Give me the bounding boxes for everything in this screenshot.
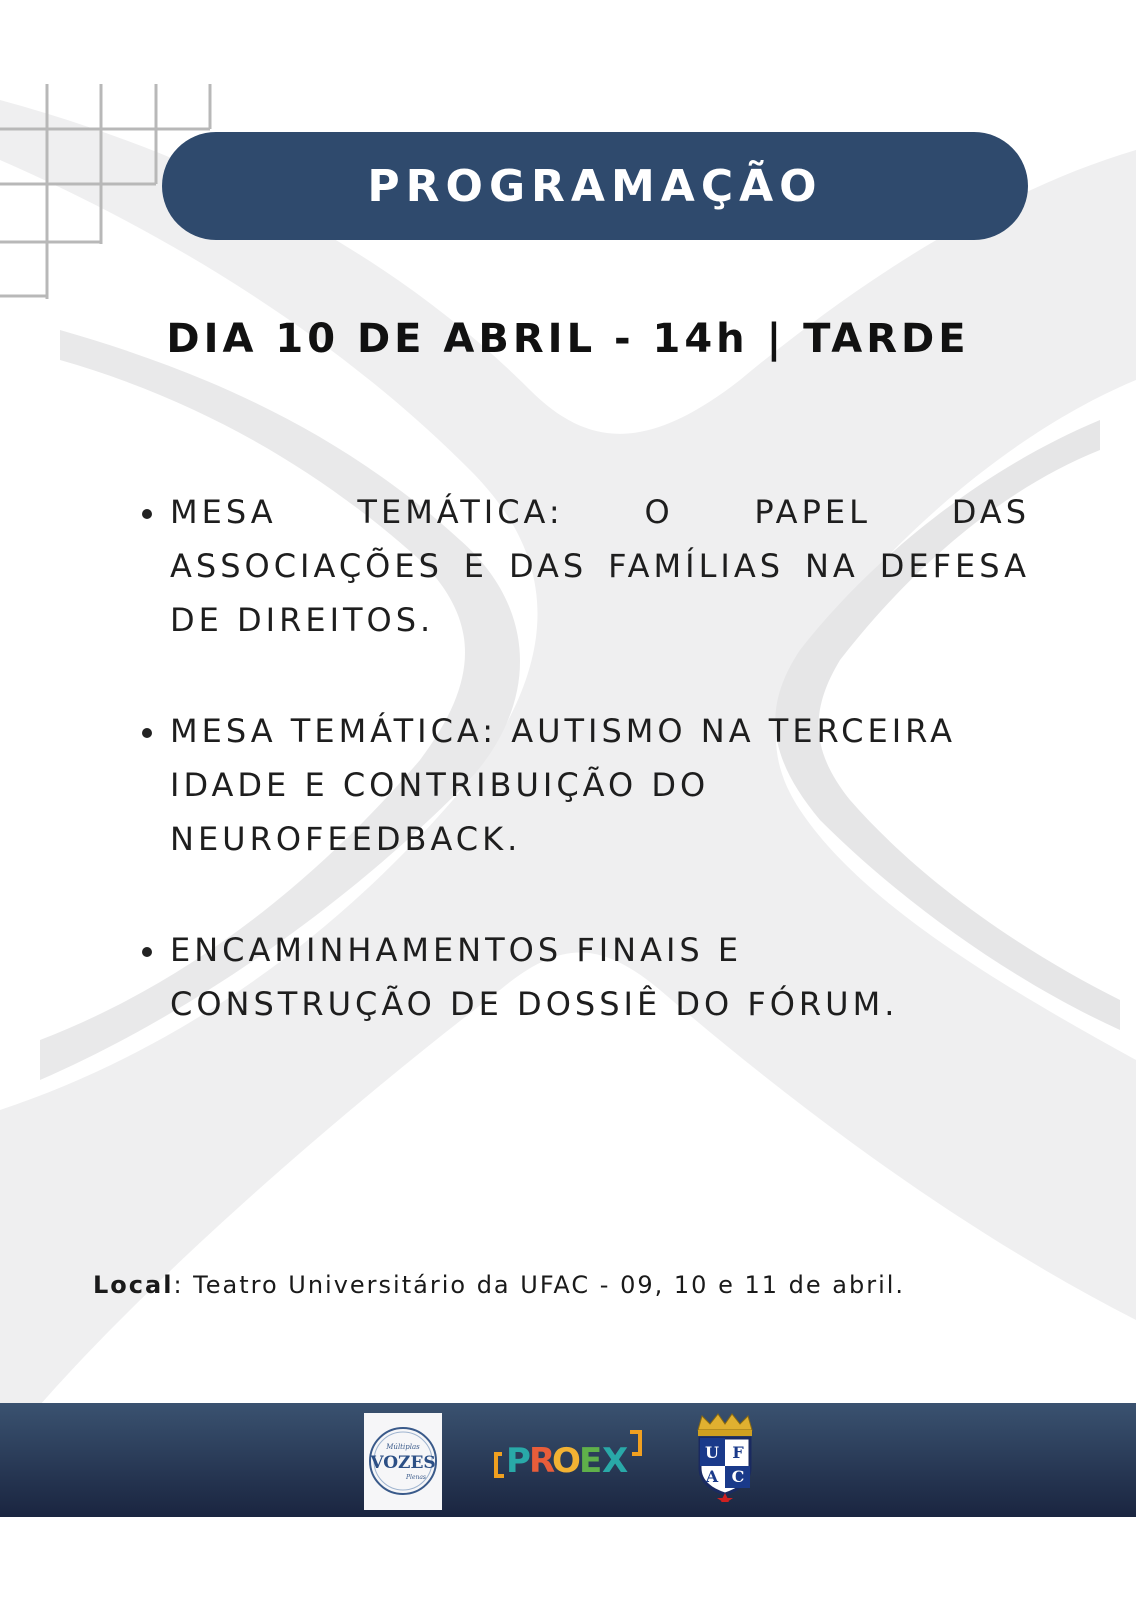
ufac-crest-logo <box>690 1410 760 1502</box>
title-banner <box>162 132 1028 240</box>
agenda-item-text: MESA TEMÁTICA: O PAPEL DAS ASSOCIAÇÕES E DAS FAMÍLIAS NA DEFESA DE DIREITOS. <box>170 493 1030 639</box>
svg-text:R: R <box>529 1441 556 1481</box>
bullet-icon <box>142 509 152 519</box>
location-text: : Teatro Universitário da UFAC - 09, 10 e 11 de abril. <box>173 1271 906 1299</box>
agenda-item <box>130 704 1030 866</box>
svg-text:VOZES: VOZES <box>370 1453 436 1473</box>
date-time-heading: DIA 10 DE ABRIL - 14h | TARDE <box>166 316 970 362</box>
svg-text:E: E <box>579 1441 603 1481</box>
svg-text:P: P <box>506 1441 531 1481</box>
location-label: Local <box>93 1271 174 1299</box>
svg-text:O: O <box>552 1441 581 1481</box>
agenda-item <box>130 485 1030 647</box>
bullet-icon <box>142 947 152 957</box>
agenda-item-text: ENCAMINHAMENTOS FINAIS E CONSTRUÇÃO DE DOSSIÊ DO FÓRUM. <box>170 931 899 1023</box>
agenda-list <box>130 485 1030 1088</box>
vozes-logo <box>364 1413 442 1510</box>
svg-text:Plenas: Plenas <box>405 1474 427 1481</box>
agenda-item-text: MESA TEMÁTICA: AUTISMO NA TERCEIRA IDADE E CONTRIBUIÇÃO DO NEUROFEEDBACK. <box>170 712 956 858</box>
svg-text:F: F <box>732 1443 744 1462</box>
page-title: PROGRAMAÇÃO <box>367 160 823 212</box>
svg-text:C: C <box>731 1467 745 1486</box>
svg-text:X: X <box>602 1441 629 1481</box>
location-line <box>93 1271 1093 1299</box>
bullet-icon <box>142 728 152 738</box>
svg-text:A: A <box>705 1467 719 1486</box>
agenda-item <box>130 923 1030 1031</box>
svg-text:U: U <box>705 1443 719 1462</box>
proex-logo <box>492 1424 646 1484</box>
svg-text:Múltiplas: Múltiplas <box>386 1443 420 1451</box>
